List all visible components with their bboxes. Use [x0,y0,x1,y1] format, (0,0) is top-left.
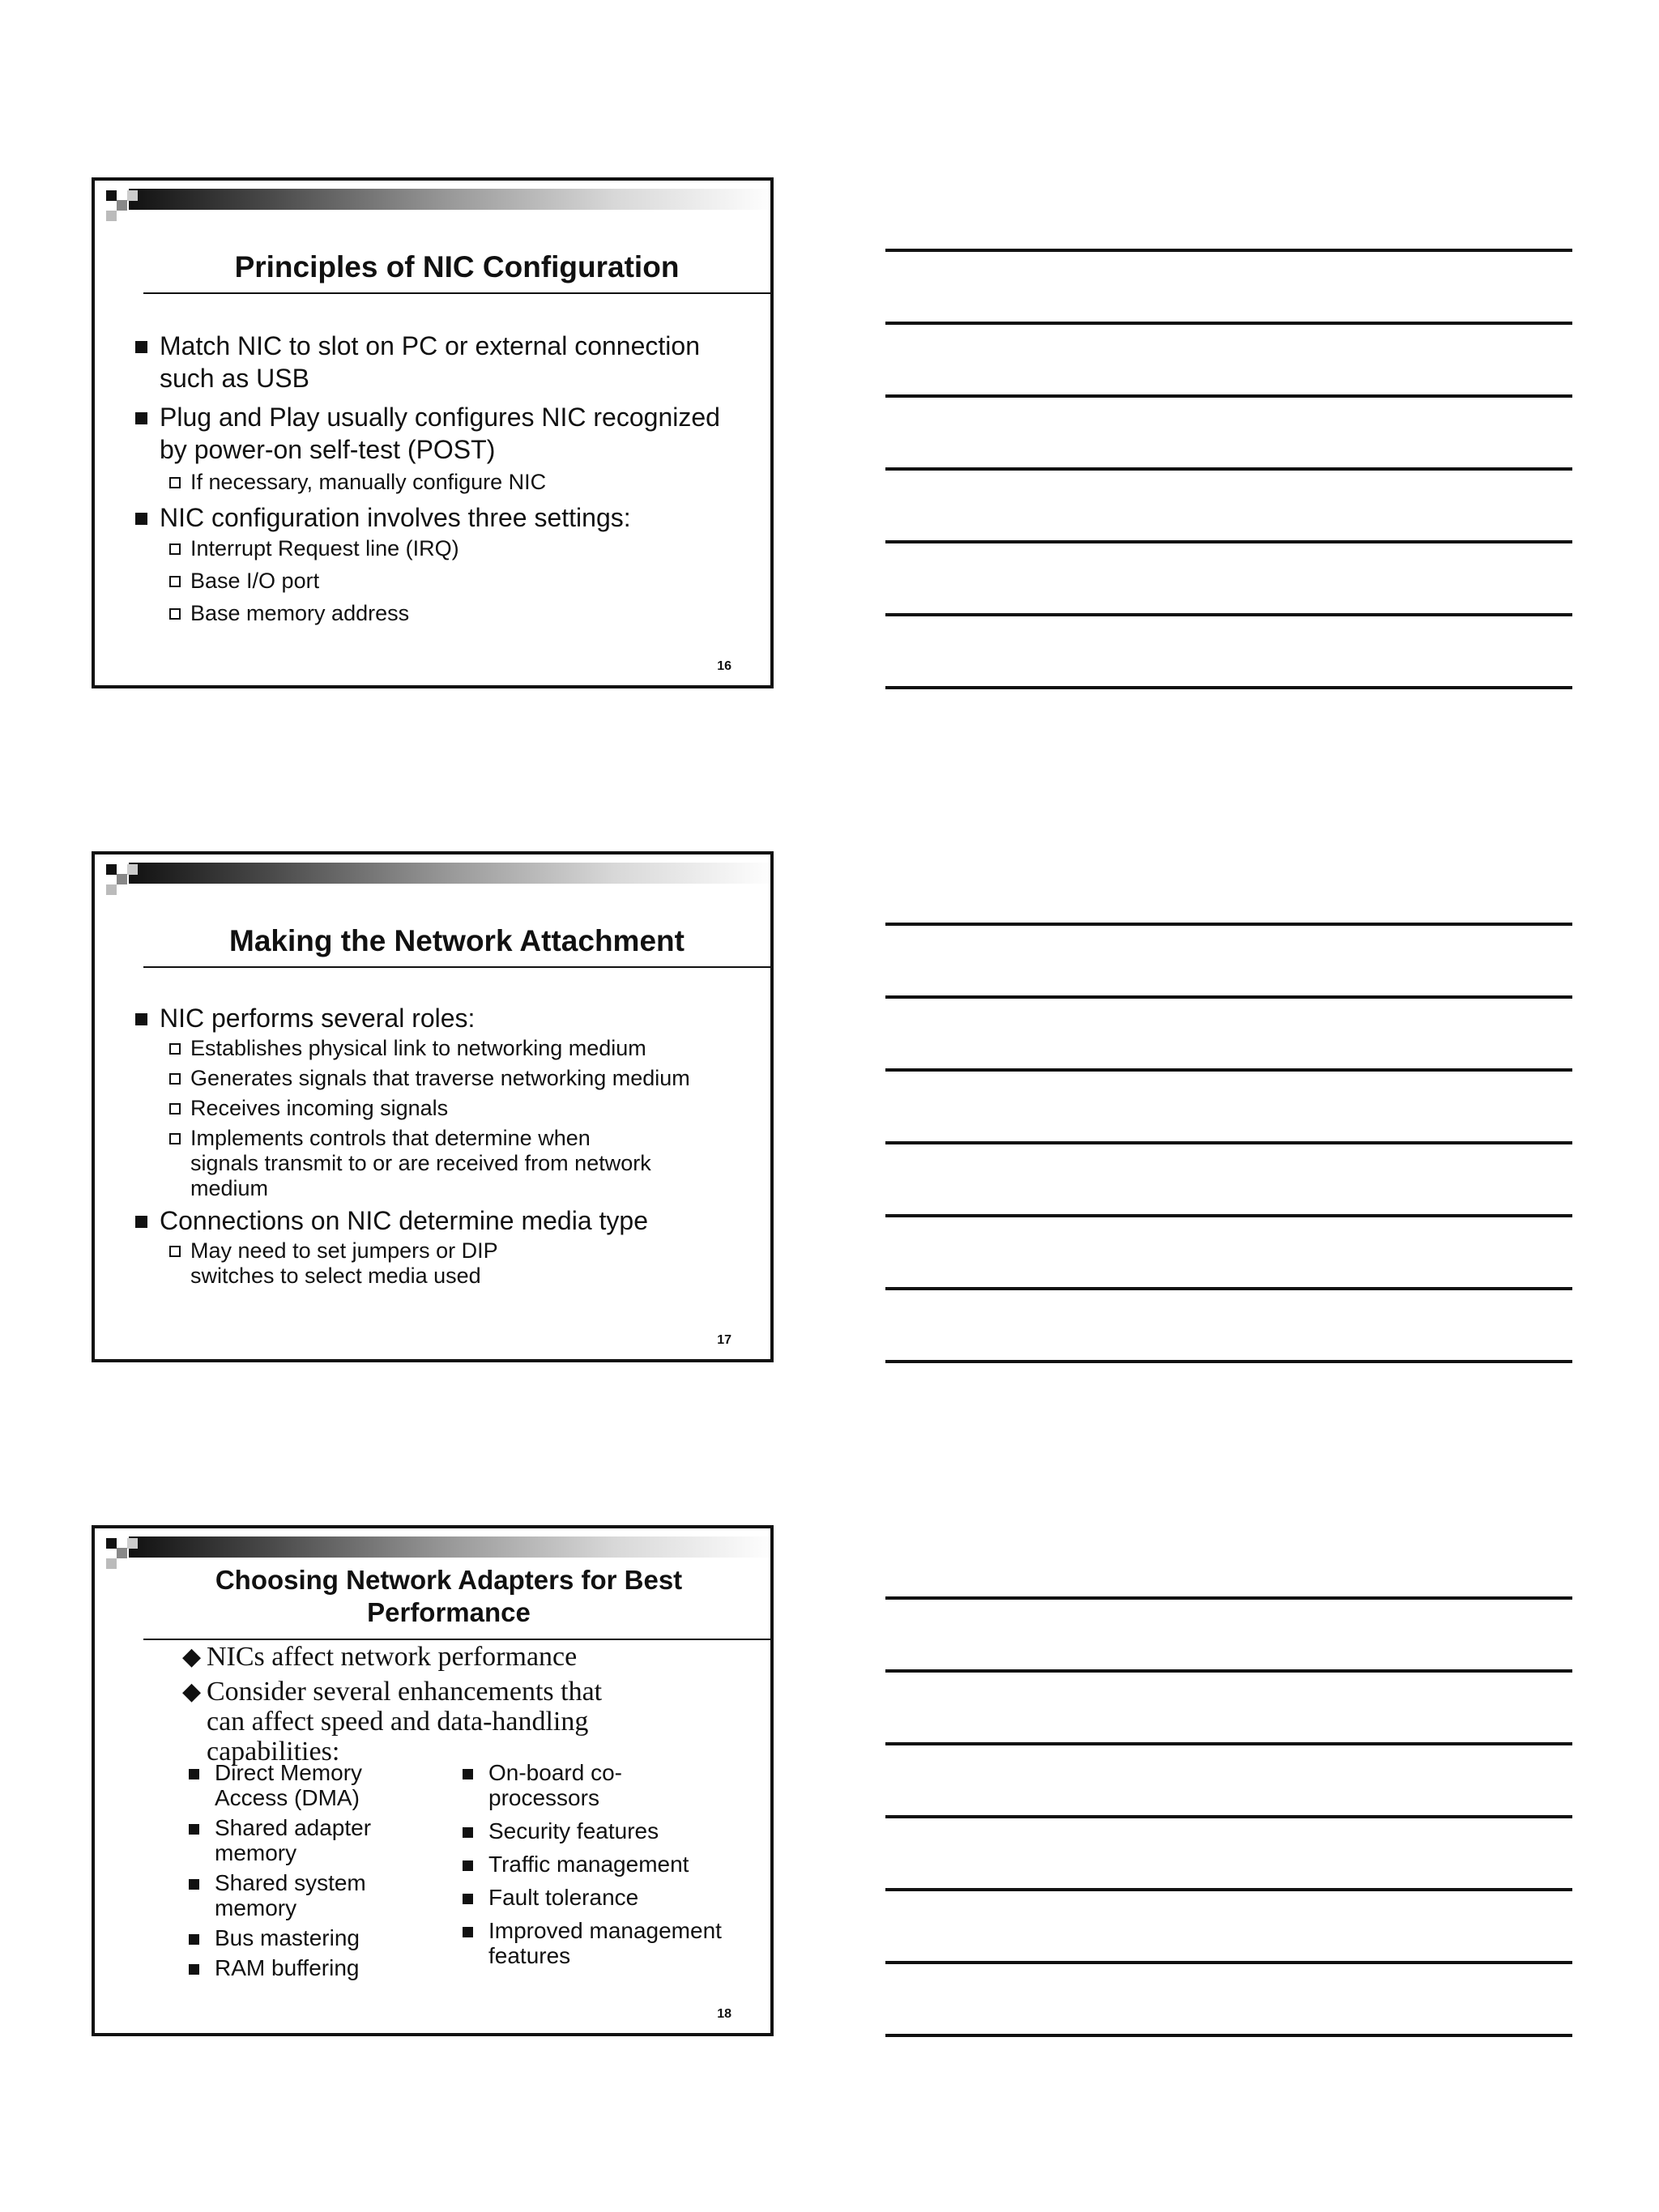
note-line [885,1360,1572,1363]
feature-item: Shared adapter memory [173,1815,391,1865]
slide-header-gradient [129,863,774,884]
feature-item: Traffic management [446,1852,714,1877]
feature-item: RAM buffering [173,1955,391,1980]
note-line [885,249,1572,252]
note-line [885,1287,1572,1290]
note-line [885,1888,1572,1891]
header-square-deco [106,1558,117,1569]
note-line [885,1141,1572,1144]
note-line [885,1742,1572,1745]
bullet-item: NIC configuration involves three settings: [95,501,770,534]
feature-item: On-board co-processors [446,1760,642,1810]
note-line [885,467,1572,471]
slide-body [95,1002,770,1289]
header-square-deco [127,190,138,201]
header-square-deco [117,1548,127,1558]
feature-item: Security features [446,1818,714,1843]
slide-body [95,330,770,626]
note-line [885,613,1572,616]
note-line [885,1815,1572,1818]
intro-bullet: ◆ NICs affect network performance [95,1642,770,1672]
feature-column-left [173,1760,391,1985]
title-divider [143,1639,770,1640]
sub-bullet-item: Generates signals that traverse networking medium [95,1066,770,1091]
note-line [885,1961,1572,1964]
note-line [885,1596,1572,1600]
title-divider [143,966,770,968]
note-line [885,540,1572,543]
sub-bullet-item: If necessary, manually configure NIC [95,470,770,495]
sub-bullet-item: Receives incoming signals [95,1096,770,1121]
slide-header-gradient [129,189,774,210]
sub-bullet-item: Interrupt Request line (IRQ) [95,536,770,561]
slide-title: Principles of NIC Configuration [234,250,680,283]
header-square-deco [106,1538,117,1549]
sub-bullet-item: Base memory address [95,601,770,626]
sub-bullet-item: May need to set jumpers or DIP switches to select media used [95,1238,571,1289]
bullet-item: Connections on NIC determine media type [95,1204,770,1237]
feature-item: Bus mastering [173,1925,391,1950]
slide-title: Choosing Network Adapters for Best Performance [215,1565,683,1627]
header-square-deco [106,190,117,201]
slide-17 [92,851,774,1362]
feature-item: Improved management features [446,1918,723,1968]
bullet-item: Match NIC to slot on PC or external connection such as USB [95,330,743,394]
slide-number: 18 [717,2007,731,2021]
slide-number: 17 [717,1333,731,1347]
note-line [885,322,1572,325]
title-divider [143,292,770,294]
note-line [885,995,1572,999]
slide-number: 16 [717,659,731,673]
header-square-deco [127,1538,138,1549]
slide-header-gradient [129,1536,774,1558]
header-square-deco [106,211,117,221]
feature-item: Fault tolerance [446,1885,714,1910]
slide-title: Making the Network Attachment [229,924,684,957]
header-square-deco [117,874,127,884]
feature-item: Direct Memory Access (DMA) [173,1760,391,1810]
sub-bullet-item: Establishes physical link to networking medium [95,1036,770,1061]
note-line [885,1669,1572,1673]
header-square-deco [127,864,138,875]
note-line [885,394,1572,398]
slide-intro [95,1642,770,1767]
note-line [885,923,1572,926]
header-square-deco [106,864,117,875]
intro-bullet: ◆ Consider several enhancements that can affect speed and data-handling capabilities: [95,1677,628,1767]
sub-bullet-item: Base I/O port [95,569,770,594]
header-square-deco [106,884,117,895]
feature-item: Shared system memory [173,1870,391,1920]
note-line [885,2034,1572,2037]
note-line [885,1068,1572,1072]
header-square-deco [117,200,127,211]
slide-18 [92,1525,774,2036]
sub-bullet-item: Implements controls that determine when signals transmit to or are received from network medium [95,1126,652,1201]
feature-column-right [446,1760,722,1973]
bullet-item: NIC performs several roles: [95,1002,770,1034]
note-line [885,1214,1572,1217]
slide-16 [92,177,774,688]
bullet-item: Plug and Play usually configures NIC recognized by power-on self-test (POST) [95,401,751,466]
note-line [885,686,1572,689]
